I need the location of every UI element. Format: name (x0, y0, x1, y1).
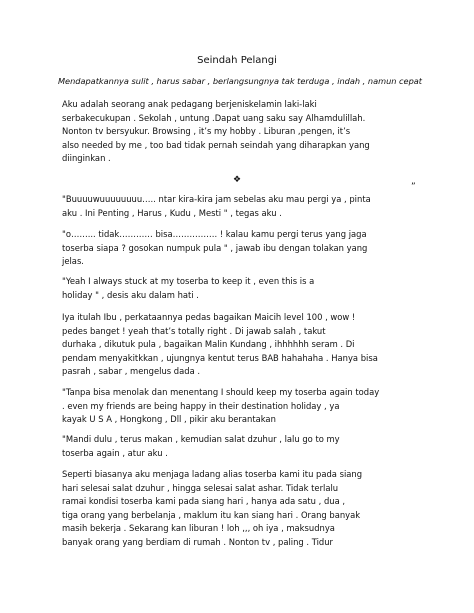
document-title: Seindah Pelangi (197, 55, 277, 66)
document-subtitle: Mendapatkannya sulit , harus sabar , berlangsungnya tak terduga , indah , namun cepat (57, 76, 423, 86)
paragraph-dialogue-refusal: "o……... tidak………… bisa……………. ! kalau kamu pergi terus yang jaga toserba siapa ? gosokan numpuk pula " , jawab ibu dengan tolakan yang jelas. (62, 229, 368, 267)
paragraph-inner-thought: "Yeah I always stuck at my toserba to keep it , even this is a holiday " , desis aku dalam hati . (62, 276, 315, 300)
paragraph-mother-description: Iya itulah Ibu , perkataannya pedas bagaikan Maicih level 100 , wow ! pedes banget ! yeah that’s totally right . Di jawab salah , takut durhaka , dikutuk pula , bagaikan Malin Kundang , ihhhhhh seram . Di pendam menyakitkkan , ujungnya kentut terus BAB hahahaha . Hanya bisa pasrah , sabar , mengelus dada . (62, 312, 378, 377)
stray-quote-mark: ” (411, 182, 416, 192)
ornament-divider-icon: ❖ (232, 175, 242, 185)
paragraph-dialogue-request: "Buuuuwuuuuuuuu….. ntar kira-kira jam sebelas aku mau pergi ya , pinta aku . Ini Penting , Harus , Kudu , Mesti " , tegas aku . (62, 194, 371, 218)
paragraph-intro: Aku adalah seorang anak pedagang berjeniskelamin laki-laki serbakecukupan . Sekolah , untung .Dapat uang saku say Alhamdulillah. Nonton tv bersyukur. Browsing , it’s my hobby . Liburan ,pengen, it’s also needed by me , too bad tidak pernah seindah yang diharapkan yang diinginkan . (62, 99, 370, 164)
paragraph-instruction: "Mandi dulu , terus makan , kemudian salat dzuhur , lalu go to my toserba again , atur aku . (62, 434, 340, 458)
paragraph-store-description: Seperti biasanya aku menjaga ladang alias toserba kami itu pada siang hari selesai salat dzuhur , hingga selesai salat ashar. Tidak terlalu ramai kondisi toserba kami pada siang hari , hanya ada satu , dua , tiga orang yang berbelanja , maklum itu kan siang hari . Orang banyak masih bekerja . Sekarang kan liburan ! loh ,,, oh iya , maksudnya banyak orang yang berdiam di rumah . Nonton tv , paling . Tidur (62, 469, 363, 547)
paragraph-resignation: "Tanpa bisa menolak dan menentang I should keep my toserba again today . even my friends are being happy in their destination holiday , ya kayak U S A , Hongkong , Dll , pikir aku berantakan (62, 387, 380, 425)
